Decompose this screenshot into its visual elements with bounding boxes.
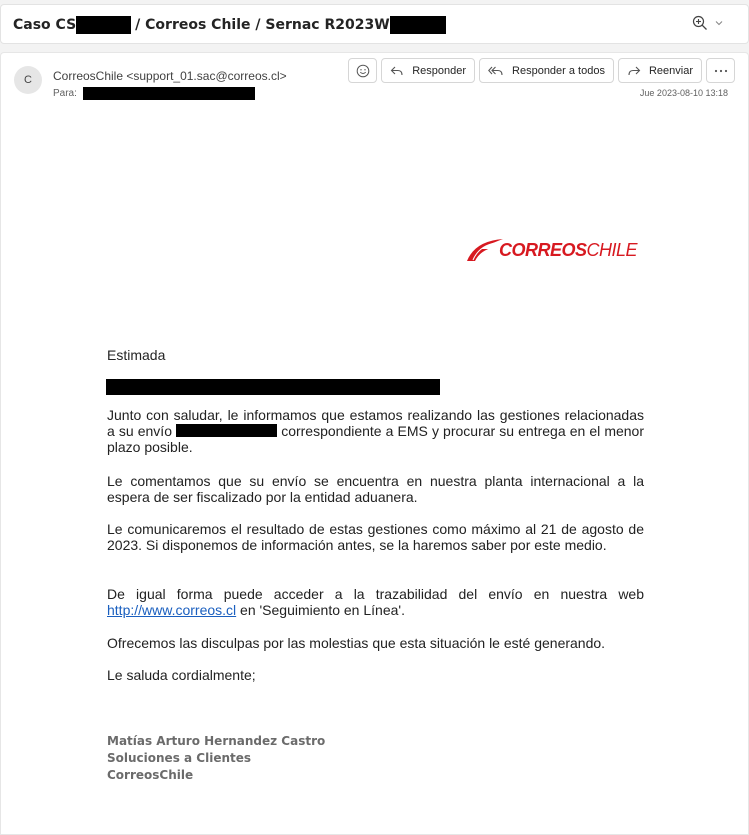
redacted-recipient (83, 87, 255, 100)
redacted-case-number (76, 16, 131, 34)
zoom-button[interactable] (692, 15, 724, 31)
paragraph-intro-a: Junto con saludar, le informamos que estamos realizando las gestiones relacionadas a su envío (107, 407, 644, 439)
forward-label: Reenviar (648, 64, 693, 77)
redacted-recipient-name (106, 379, 440, 395)
forward-icon (627, 65, 641, 77)
logo-wordmark-correos: CORREOS (499, 239, 587, 260)
email-message (0, 52, 749, 835)
emoji-reaction-button[interactable] (348, 58, 377, 83)
sent-date: Jue 2023-08-10 13:18 (639, 88, 728, 98)
reply-all-label: Responder a todos (512, 64, 605, 77)
chevron-down-icon (714, 18, 724, 28)
reply-all-button[interactable] (479, 58, 614, 83)
forward-button[interactable] (618, 58, 702, 83)
paragraph-tracking (107, 586, 644, 618)
paragraph-intro-b: correspondiente a EMS y procurar su entrega en el menor plazo posible. (107, 423, 645, 455)
to-label: Para: (53, 88, 77, 99)
message-actions (348, 58, 735, 83)
signature-company: CorreosChile (107, 768, 194, 782)
greeting: Estimada (107, 347, 166, 363)
paragraph-apology: Ofrecemos las disculpas por las molestias que esta situación le esté generando. (107, 635, 606, 651)
reply-label: Responder (412, 64, 467, 77)
signature-role: Soluciones a Clientes (107, 751, 252, 765)
signature-name: Matías Arturo Hernandez Castro (107, 734, 326, 748)
reply-button[interactable] (381, 58, 475, 83)
smiley-icon (356, 64, 370, 78)
more-icon (714, 69, 728, 73)
avatar: C (14, 66, 42, 94)
logo-wordmark (499, 240, 637, 261)
logo-wordmark-chile: CHILE (586, 239, 638, 260)
sender-email: <support_01.sac@correos.cl> (126, 69, 287, 83)
subject-prefix: Caso CS (13, 17, 77, 33)
reply-icon (390, 65, 404, 77)
subject-bar (0, 4, 749, 44)
paragraph-tracking-b: en 'Seguimiento en Línea'. (240, 602, 405, 618)
redacted-tracking-number (176, 424, 277, 437)
signature (107, 733, 325, 784)
sender-line (53, 69, 287, 83)
zoom-icon (692, 15, 708, 31)
subject-middle: / Correos Chile / Sernac R2023W (135, 17, 390, 33)
correoschile-logo (465, 237, 637, 263)
email-subject (13, 16, 446, 34)
recipient-line (53, 87, 255, 100)
paragraph-status: Le comentamos que su envío se encuentra en nuestra planta internacional a la espera de ser fiscalizado por la entidad aduanera. (107, 473, 644, 505)
reply-all-icon (488, 65, 504, 77)
more-actions-button[interactable] (706, 58, 735, 83)
correos-website-link[interactable]: http://www.correos.cl (107, 602, 237, 618)
paragraph-intro (107, 407, 644, 455)
closing: Le saluda cordialmente; (107, 667, 256, 683)
paragraph-deadline: Le comunicaremos el resultado de estas gestiones como máximo al 21 de agosto de 2023. Si disponemos de información antes, se la haremos saber por este medio. (107, 521, 644, 553)
redacted-reference (390, 16, 446, 34)
paragraph-tracking-a: De igual forma puede acceder a la trazabilidad del envío en nuestra web (107, 586, 644, 602)
sender-name[interactable]: CorreosChile (53, 69, 124, 83)
